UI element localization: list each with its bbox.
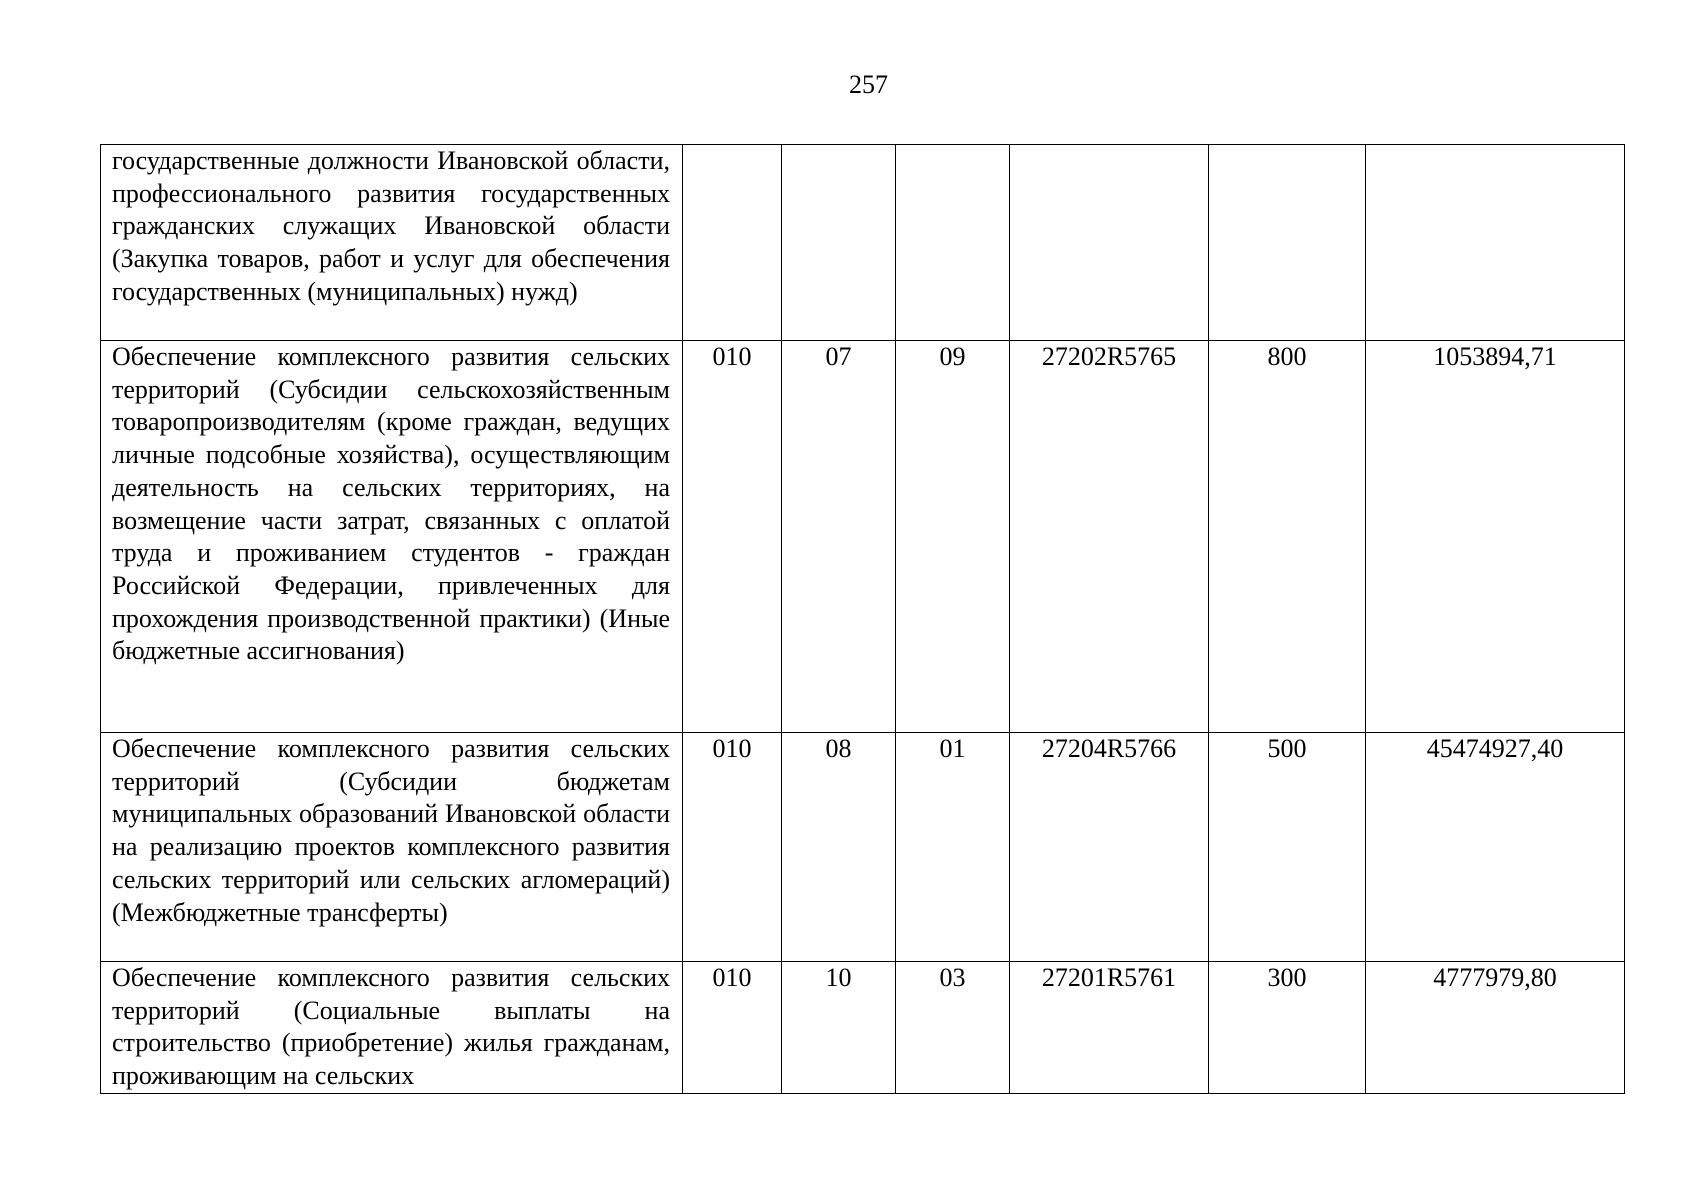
budget-table — [100, 144, 1625, 1094]
row-expense-type-code: 500 — [1209, 733, 1366, 962]
row-expense-type-code: 300 — [1209, 962, 1366, 1094]
row-section-code: 08 — [782, 733, 896, 962]
row-description: Обеспечение комплексного развития сельских территорий (Субсидии сельскохозяйственным товаропроизводителям (кроме граждан, ведущих личные подсобные хозяйства), осуществляющим деятельность на сельских территориях, на возмещение части затрат, связанных с оплатой труда и проживанием студентов - граждан Российской Федерации, привлеченных для прохождения производственной практики) (Иные бюджетные ассигнования) — [101, 341, 683, 733]
row-chapter-code: 010 — [683, 733, 782, 962]
row-target-article-code — [1010, 145, 1209, 341]
row-chapter-code: 010 — [683, 962, 782, 1094]
row-description: Обеспечение комплексного развития сельских территорий (Субсидии бюджетам муниципальных образований Ивановской области на реализацию проектов комплексного развития сельских территорий или сельских агломераций) (Межбюджетные трансферты) — [101, 733, 683, 962]
row-expense-type-code — [1209, 145, 1366, 341]
table-row — [101, 145, 1625, 341]
row-subsection-code: 03 — [896, 962, 1010, 1094]
row-chapter-code — [683, 145, 782, 341]
row-subsection-code: 09 — [896, 341, 1010, 733]
row-target-article-code: 27204R5766 — [1010, 733, 1209, 962]
row-subsection-code — [896, 145, 1010, 341]
row-chapter-code: 010 — [683, 341, 782, 733]
row-amount — [1366, 145, 1625, 341]
row-target-article-code: 27202R5765 — [1010, 341, 1209, 733]
table-row — [101, 962, 1625, 1094]
row-expense-type-code: 800 — [1209, 341, 1366, 733]
table-row — [101, 341, 1625, 733]
row-section-code: 07 — [782, 341, 896, 733]
page-number: 257 — [849, 70, 888, 99]
row-description: государственные должности Ивановской области, профессионального развития государственных гражданских служащих Ивановской области (Закупка товаров, работ и услуг для обеспечения государственных (муниципальных) нужд) — [101, 145, 683, 341]
row-section-code: 10 — [782, 962, 896, 1094]
row-subsection-code: 01 — [896, 733, 1010, 962]
row-section-code — [782, 145, 896, 341]
row-amount: 45474927,40 — [1366, 733, 1625, 962]
table-row — [101, 733, 1625, 962]
row-description: Обеспечение комплексного развития сельских территорий (Социальные выплаты на строительство (приобретение) жилья гражданам, проживающим на сельских — [101, 962, 683, 1094]
row-amount: 4777979,80 — [1366, 962, 1625, 1094]
row-amount: 1053894,71 — [1366, 341, 1625, 733]
row-target-article-code: 27201R5761 — [1010, 962, 1209, 1094]
